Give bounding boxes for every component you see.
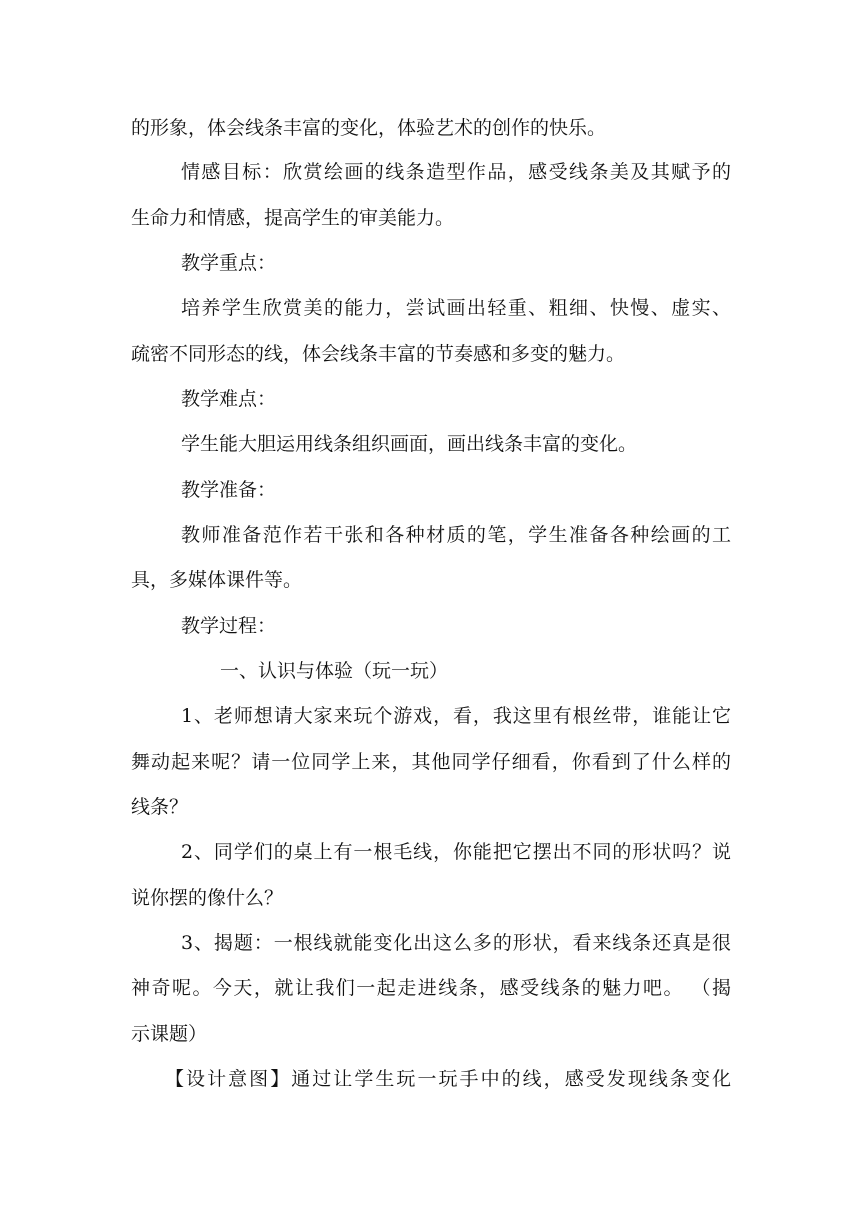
- section-heading: 教学重点：: [181, 252, 277, 274]
- text-line: 教师准备范作若干张和各种材质的笔，学生准备各种绘画的工: [181, 524, 731, 546]
- text-line: 3、揭题：一根线就能变化出这么多的形状，看来线条还真是很: [181, 932, 731, 954]
- text-line: 线条？: [131, 796, 189, 818]
- text-line: 培养学生欣赏美的能力，尝试画出轻重、粗细、快慢、虚实、: [181, 297, 731, 319]
- text-line: 的形象，体会线条丰富的变化，体验艺术的创作的快乐。: [131, 117, 607, 139]
- section-heading: 教学过程：: [181, 615, 277, 637]
- text-line: 示课题）: [131, 1023, 208, 1045]
- text-line: 生命力和情感，提高学生的审美能力。: [131, 207, 455, 229]
- section-heading: 教学准备：: [181, 479, 277, 501]
- text-line: 情感目标：欣赏绘画的线条造型作品，感受线条美及其赋予的: [181, 161, 731, 183]
- text-line: 说你摆的像什么？: [131, 887, 284, 909]
- section-heading: 教学难点：: [181, 388, 277, 410]
- subsection-heading: 一、认识与体验（玩一玩）: [220, 660, 449, 682]
- text-line: 具，多媒体课件等。: [131, 569, 303, 591]
- text-line: 舞动起来呢？请一位同学上来，其他同学仔细看，你看到了什么样的: [131, 751, 731, 773]
- text-line: 疏密不同形态的线，体会线条丰富的节奏感和多变的魅力。: [131, 343, 626, 365]
- text-line: 2、同学们的桌上有一根毛线，你能把它摆出不同的形状吗？说: [181, 841, 731, 863]
- text-line: 1、老师想请大家来玩个游戏，看，我这里有根丝带，谁能让它: [181, 705, 731, 727]
- text-line: 学生能大胆运用线条组织画面，画出线条丰富的变化。: [181, 433, 638, 455]
- text-line: 神奇呢。今天，就让我们一起走进线条，感受线条的魅力吧。 （揭: [131, 977, 731, 999]
- text-line: 【设计意图】通过让学生玩一玩手中的线，感受发现线条变化: [165, 1068, 731, 1090]
